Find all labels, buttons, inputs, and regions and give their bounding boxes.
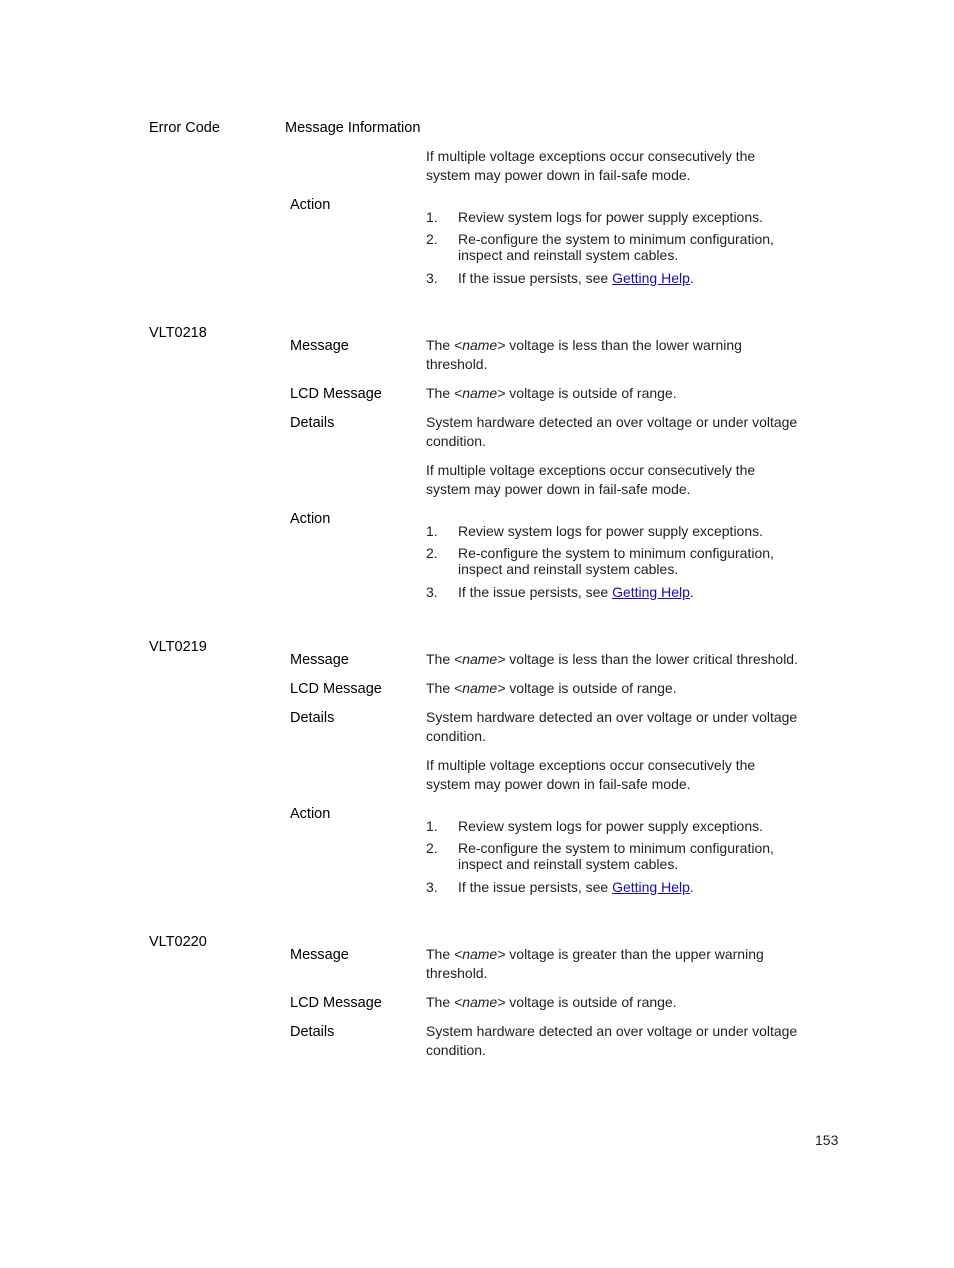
details-label: Details <box>290 710 335 726</box>
list-item-text: If the issue persists, see <box>458 879 613 895</box>
details-text: System hardware detected an over voltage or under voltage <box>426 709 798 725</box>
list-item <box>458 583 694 602</box>
lcd-message-label: LCD Message <box>290 681 382 697</box>
details-label: Details <box>290 415 335 431</box>
details-text: If multiple voltage exceptions occur consecutively the <box>426 462 756 478</box>
list-item-period: . <box>689 879 694 895</box>
list-item: Review system logs for power supply exceptions. <box>458 523 764 539</box>
message-text: The <name> voltage is greater than the upper warning <box>426 946 764 962</box>
message-text-continued: threshold. <box>426 965 488 981</box>
lcd-message-text: The <name> voltage is outside of range. <box>426 385 677 401</box>
list-item: Review system logs for power supply exceptions. <box>458 209 764 225</box>
details-continued-line-1: If multiple voltage exceptions occur consecutively the <box>426 148 756 164</box>
error-code: VLT0220 <box>149 934 207 950</box>
list-item <box>458 269 694 288</box>
list-item-number: 3. <box>426 584 438 600</box>
message-text: The <name> voltage is less than the lower warning <box>426 337 742 353</box>
details-text-continued: system may power down in fail-safe mode. <box>426 776 691 792</box>
list-item: Re-configure the system to minimum configuration, <box>458 231 774 247</box>
list-item-number: 3. <box>426 879 438 895</box>
lcd-message-text: The <name> voltage is outside of range. <box>426 680 677 696</box>
message-label: Message <box>290 947 349 963</box>
lcd-message-text: The <name> voltage is outside of range. <box>426 994 677 1010</box>
action-label: Action <box>290 806 331 822</box>
list-item-number: 2. <box>426 545 438 561</box>
details-text-continued: condition. <box>426 728 486 744</box>
list-item-number: 2. <box>426 840 438 856</box>
header-error-code: Error Code <box>149 120 220 136</box>
list-item-number: 1. <box>426 818 438 834</box>
details-text-continued: system may power down in fail-safe mode. <box>426 481 691 497</box>
header-message-information: Message Information <box>285 120 421 136</box>
list-item-number: 2. <box>426 231 438 247</box>
getting-help-link[interactable]: Getting Help <box>612 879 690 895</box>
message-label: Message <box>290 652 349 668</box>
error-code: VLT0218 <box>149 325 207 341</box>
list-item-period: . <box>689 270 694 286</box>
lcd-message-label: LCD Message <box>290 995 382 1011</box>
list-item-continued: inspect and reinstall system cables. <box>458 561 679 577</box>
details-text-continued: condition. <box>426 433 486 449</box>
list-item-number: 3. <box>426 270 438 286</box>
message-text: The <name> voltage is less than the lower critical threshold. <box>426 651 798 667</box>
list-item-number: 1. <box>426 523 438 539</box>
details-text-continued: condition. <box>426 1042 486 1058</box>
message-label: Message <box>290 338 349 354</box>
details-text: If multiple voltage exceptions occur consecutively the <box>426 757 756 773</box>
list-item-continued: inspect and reinstall system cables. <box>458 247 679 263</box>
page-number: 153 <box>815 1132 839 1148</box>
list-item-text: If the issue persists, see <box>458 270 613 286</box>
lcd-message-label: LCD Message <box>290 386 382 402</box>
message-text-continued: threshold. <box>426 356 488 372</box>
list-item-number: 1. <box>426 209 438 225</box>
details-text: System hardware detected an over voltage or under voltage <box>426 414 798 430</box>
action-label: Action <box>290 197 331 213</box>
getting-help-link[interactable]: Getting Help <box>612 270 690 286</box>
list-item-text: If the issue persists, see <box>458 584 613 600</box>
error-code: VLT0219 <box>149 639 207 655</box>
list-item-period: . <box>689 584 694 600</box>
action-label: Action <box>290 511 331 527</box>
details-text: System hardware detected an over voltage or under voltage <box>426 1023 798 1039</box>
list-item-continued: inspect and reinstall system cables. <box>458 856 679 872</box>
list-item <box>458 878 694 897</box>
details-continued-line-2: system may power down in fail-safe mode. <box>426 167 691 183</box>
list-item: Review system logs for power supply exceptions. <box>458 818 764 834</box>
details-label: Details <box>290 1024 335 1040</box>
getting-help-link[interactable]: Getting Help <box>612 584 690 600</box>
list-item: Re-configure the system to minimum configuration, <box>458 840 774 856</box>
list-item: Re-configure the system to minimum configuration, <box>458 545 774 561</box>
